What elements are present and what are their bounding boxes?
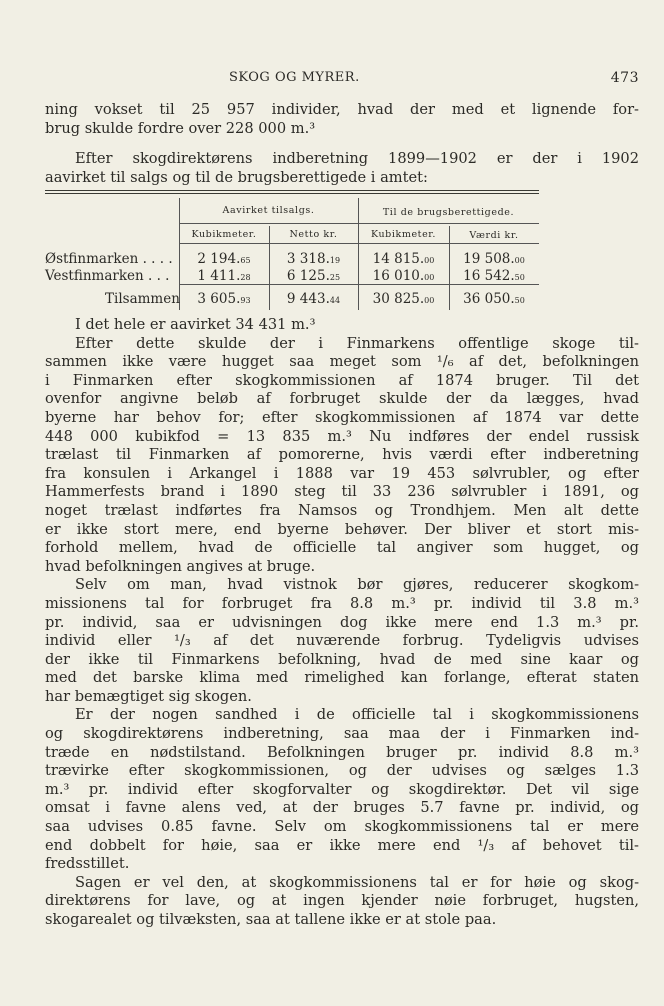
text-line: er ikke stort mere, end byerne behøver. Der bliver et stort mis-	[45, 520, 639, 538]
text-line: fredsstillet.	[45, 855, 130, 873]
text-line: træde en nødstilstand. Befolkningen bruger pr. individ 8.8 m.³	[45, 743, 639, 761]
table-cell: 6 125.25	[286, 268, 341, 284]
total-cell: 9 443.44	[286, 291, 341, 307]
text-line: brug skulde fordre over 228 000 m.³	[45, 119, 316, 137]
text-line: I det hele er aavirket 34 431 m.³	[75, 316, 316, 333]
text-line: individ eller ¹/₃ af det nuværende forbrug. Tydeligvis udvises	[45, 632, 639, 650]
divider	[179, 243, 539, 244]
text-line: har bemægtiget sig skogen.	[45, 687, 252, 705]
text-line: ovenfor angivne beløb af forbruget skulde der da lægges, hvad	[45, 390, 639, 408]
text-line: byerne har behov for; efter skogkommissionen af 1874 var dette	[45, 408, 639, 426]
text-line: aavirket til salgs og til de brugsberettigede i amtet:	[45, 168, 428, 186]
text-line: missionens tal for forbruget fra 8.8 m.³ pr. individ til 3.8 m.³	[45, 594, 639, 612]
text-line: Efter skogdirektørens indberetning 1899—1902 er der i 1902	[75, 150, 639, 167]
table-cell: 3 318.19	[286, 251, 341, 267]
table-cell: 14 815.00	[372, 251, 435, 267]
text-line: saa udvises 0.85 favne. Selv om skogkommissionens tal er mere	[45, 818, 639, 836]
text-line: omsat i favne alens ved, at der bruges 5.7 favne pr. individ, og	[45, 799, 639, 817]
text-line: fra konsulen i Arkangel i 1888 var 19 453 sølvrubler, og efter	[45, 464, 639, 482]
text-line: Selv om man, hvad vistnok bør gjøres, reducerer skogkom-	[75, 576, 639, 594]
text-line: skogarealet og tilvæksten, saa at tallene ikke er at stole paa.	[45, 911, 497, 928]
text-line: pr. individ, saa er udvisningen dog ikke mere end 1.3 m.³ pr.	[45, 613, 639, 631]
text-line: direktørens for lave, og at ingen kjender nøie forbruget, hugsten,	[45, 892, 639, 910]
text-line: i Finmarken efter skogkommissionen af 1874 bruger. Til det	[45, 371, 639, 389]
text-line: sammen ikke være hugget saa meget som ¹/₆ af det, befolkningen	[45, 353, 639, 371]
text-line: trælast til Finmarken af pomorerne, hvis værdi efter indberetning	[45, 446, 639, 464]
table-top-rule	[45, 190, 539, 191]
text-line: trævirke efter skogkommissionen, og der udvises og sælges 1.3	[45, 762, 639, 780]
body-text	[45, 316, 639, 930]
column-header: Værdi kr.	[469, 230, 519, 241]
report-paragraph	[45, 150, 639, 187]
text-line: Er der nogen sandhed i de officielle tal i skogkommissionens	[75, 706, 639, 724]
table-top-rule-thin	[45, 193, 539, 194]
total-cell: 30 825.00	[372, 291, 435, 307]
text-line: noget trælast indførtes fra Namsos og Trondhjem. Men alt dette	[45, 501, 639, 519]
text-line: ning vokset til 25 957 individer, hvad der med et lignende for-	[45, 101, 639, 118]
table-cell: 16 010.00	[372, 268, 435, 284]
table-cell: 2 194.65	[197, 251, 251, 267]
text-line: med det barske klima med rimelighed kan forlange, efterat staten	[45, 669, 639, 687]
page-number: 473	[610, 70, 639, 86]
text-line: end dobbelt for høie, saa er ikke mere end ¹/₃ af behovet til-	[45, 836, 639, 854]
column-header: Kubikmeter.	[191, 229, 257, 240]
text-line: Sagen er vel den, at skogkommissionens tal er for høie og skog-	[75, 873, 639, 891]
text-line: Efter dette skulde der i Finmarkens offentlige skoge til-	[75, 334, 639, 352]
divider	[179, 223, 539, 224]
running-header	[45, 70, 639, 90]
row-label: Østfinmarken . . . .	[45, 251, 173, 267]
column-header: Kubikmeter.	[370, 229, 437, 240]
column-header: Netto kr.	[289, 229, 338, 240]
header-title: SKOG OG MYRER.	[229, 70, 360, 85]
text-line: m.³ pr. individ efter skogforvalter og skogdirektør. Det vil sige	[45, 780, 639, 798]
table-cell: 19 508.00	[463, 251, 525, 267]
harvest-table	[45, 190, 639, 312]
text-line: der ikke til Finmarkens befolkning, hvad de med sine kaar og	[45, 650, 639, 668]
text-line: 448 000 kubikfod = 13 835 m.³ Nu indføres der endel russisk	[45, 427, 639, 445]
row-label: Vestfinmarken . . .	[45, 268, 170, 284]
text-line: Hammerfests brand i 1890 steg til 33 236 sølvrubler i 1891, og	[45, 483, 639, 501]
table-cell: 1 411.28	[197, 268, 251, 284]
divider	[179, 284, 539, 285]
intro-paragraph	[45, 101, 639, 138]
text-line: og skogdirektørens indberetning, saa maa der i Finmarken ind-	[45, 725, 639, 743]
total-label: Tilsammen	[105, 291, 180, 307]
total-cell: 36 050.50	[463, 291, 525, 307]
total-cell: 3 605.93	[197, 291, 251, 307]
text-line: forhold mellem, hvad de officielle tal angiver som hugget, og	[45, 539, 639, 557]
group-header: Til de brugsberettigede.	[382, 207, 515, 218]
table-cell: 16 542.50	[463, 268, 525, 284]
text-line: hvad befolkningen angives at bruge.	[45, 557, 316, 575]
group-header: Aavirket tilsalgs.	[222, 205, 315, 216]
